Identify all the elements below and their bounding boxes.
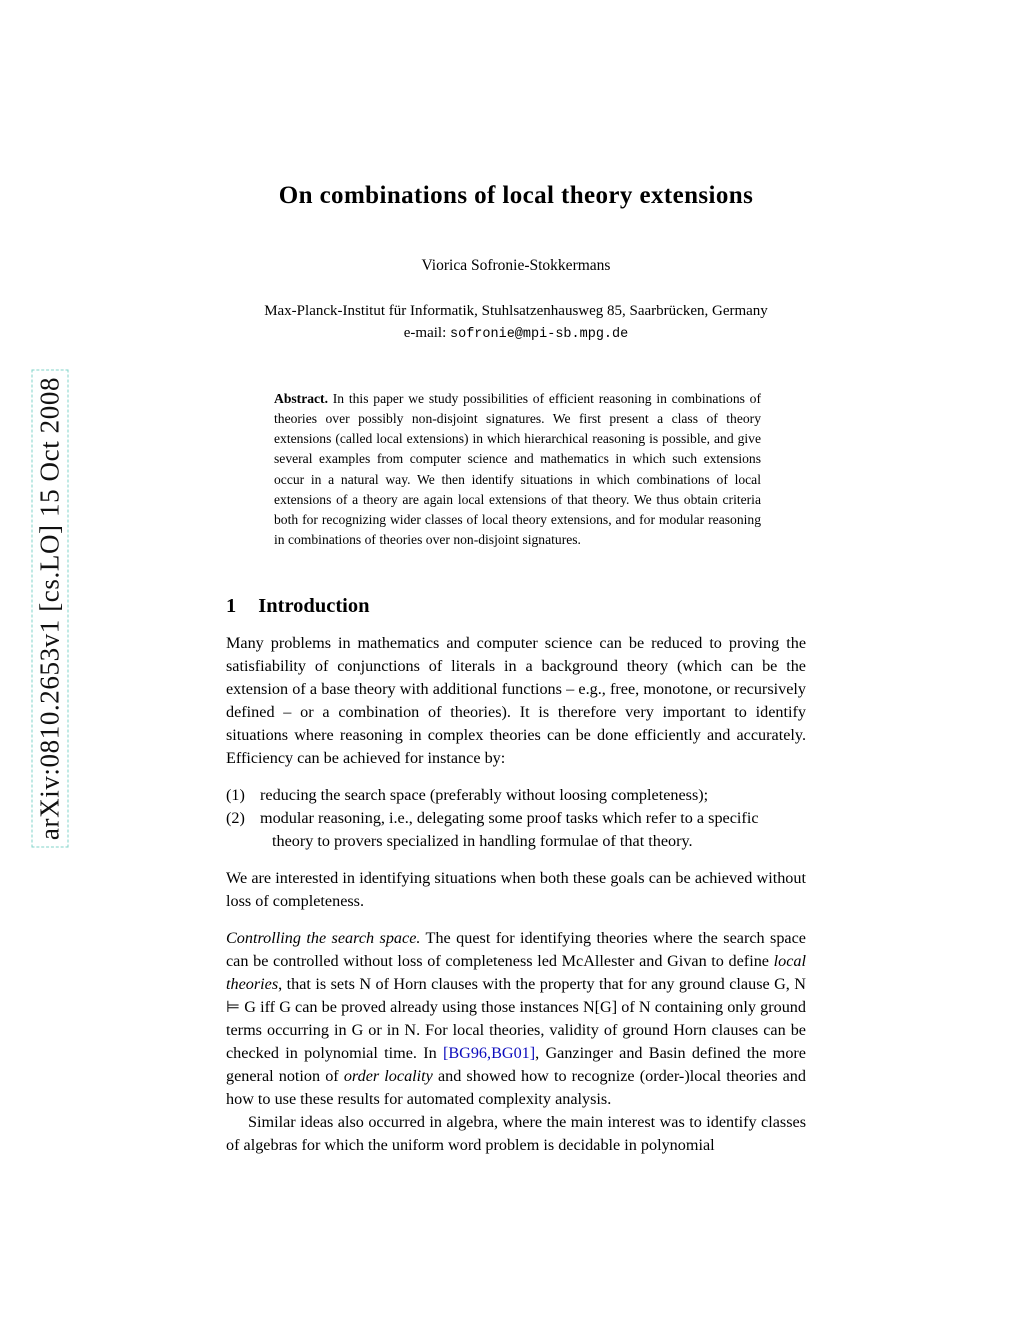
abstract <box>274 389 761 551</box>
citation-group[interactable]: [BG96,BG01] <box>442 1043 536 1062</box>
arxiv-stamp-text: arXiv:0810.2653v1 [cs.LO] 15 Oct 2008 <box>32 370 69 847</box>
paragraph-lead-italic: Controlling the search space. <box>226 928 421 947</box>
section-number: 1 <box>226 594 237 617</box>
list-item-text: modular reasoning, i.e., delegating some proof tasks which refer to a specific <box>260 808 759 827</box>
arxiv-stamp <box>32 229 69 989</box>
paragraph-3-part-c: , Ganzinger and Basin defined the more general notion of <box>226 1043 806 1085</box>
affiliation-line: Max-Planck-Institut für Informatik, Stuhlsatzenhausweg 85, Saarbrücken, Germany <box>264 303 768 319</box>
intro-paragraph-2: We are interested in identifying situations when both these goals can be achieved without loss of completeness. <box>226 868 806 910</box>
list-item-marker: (2) <box>226 808 245 827</box>
efficiency-list <box>226 784 806 853</box>
intro-paragraph-4: Similar ideas also occurred in algebra, where the main interest was to identify classes of algebras for which the uniform word problem is decidable in polynomial <box>226 1112 806 1154</box>
list-item <box>226 784 806 807</box>
intro-paragraph-3 <box>226 927 806 1111</box>
paragraph-3-part-a: The quest for identifying theories where the search space can be controlled without loss of completeness led McAllester and Givan to define <box>226 928 806 970</box>
email-label: e-mail: <box>403 324 447 341</box>
list-item-text: reducing the search space (preferably without loosing completeness); <box>260 785 709 804</box>
paragraph-3-part-d: and showed how to recognize (order-)local theories and how to use these results for automated complexity analysis. <box>226 1066 806 1108</box>
page-title: On combinations of local theory extensions <box>278 182 754 209</box>
citation-link-bg01[interactable]: BG01 <box>491 1043 530 1062</box>
paper-page <box>226 0 806 1157</box>
list-item-continuation: theory to provers specialized in handling formulae of that theory. <box>272 831 693 850</box>
section-heading-introduction <box>226 595 806 618</box>
list-item-marker: (1) <box>226 785 245 804</box>
author-name: Viorica Sofronie-Stokkermans <box>421 257 611 274</box>
abstract-text: In this paper we study possibilities of efficient reasoning in combinations of theories over possibly non-disjoint signatures. We first present a class of theory extensions (called local extensions) in which hierarchical reasoning is possible, and give several examples from computer science and mathematics in which such extensions occur in a natural way. We then identify situations in which combinations of local extensions of a theory are again local extensions of that theory. We thus obtain criteria both for recognizing wider classes of local theory extensions, and for modular reasoning in combinations of theories over non-disjoint signatures. <box>274 390 761 548</box>
email-address: sofronie@mpi-sb.mpg.de <box>450 326 629 342</box>
intro-paragraph-1: Many problems in mathematics and computer science can be reduced to proving the satisfiability of conjunctions of literals in a background theory (which can be the extension of a base theory with additional functions – e.g., free, monotone, or recursively defined – or a combination of theories). It is therefore very important to identify situations where reasoning in complex theories can be done efficiently and accurately. Efficiency can be achieved for instance by: <box>226 633 806 767</box>
paragraph-3-italic-2: order locality <box>343 1066 433 1085</box>
affiliation <box>226 301 806 345</box>
citation-separator: , <box>487 1043 492 1062</box>
citation-link-bg96[interactable]: BG96 <box>448 1043 488 1062</box>
paragraph-3-italic-1: local theories <box>226 951 806 993</box>
section-title: Introduction <box>258 594 370 617</box>
abstract-label: Abstract. <box>274 390 328 406</box>
list-item <box>226 807 806 830</box>
paragraph-3-part-b: , that is sets N of Horn clauses with the property that for any ground clause G, N ⊨ G iff G can be proved already using those instances N[G] of N containing only ground terms occurring in G or in N. For local theories, validity of ground Horn clauses can be checked in polynomial time. In <box>226 974 806 1062</box>
